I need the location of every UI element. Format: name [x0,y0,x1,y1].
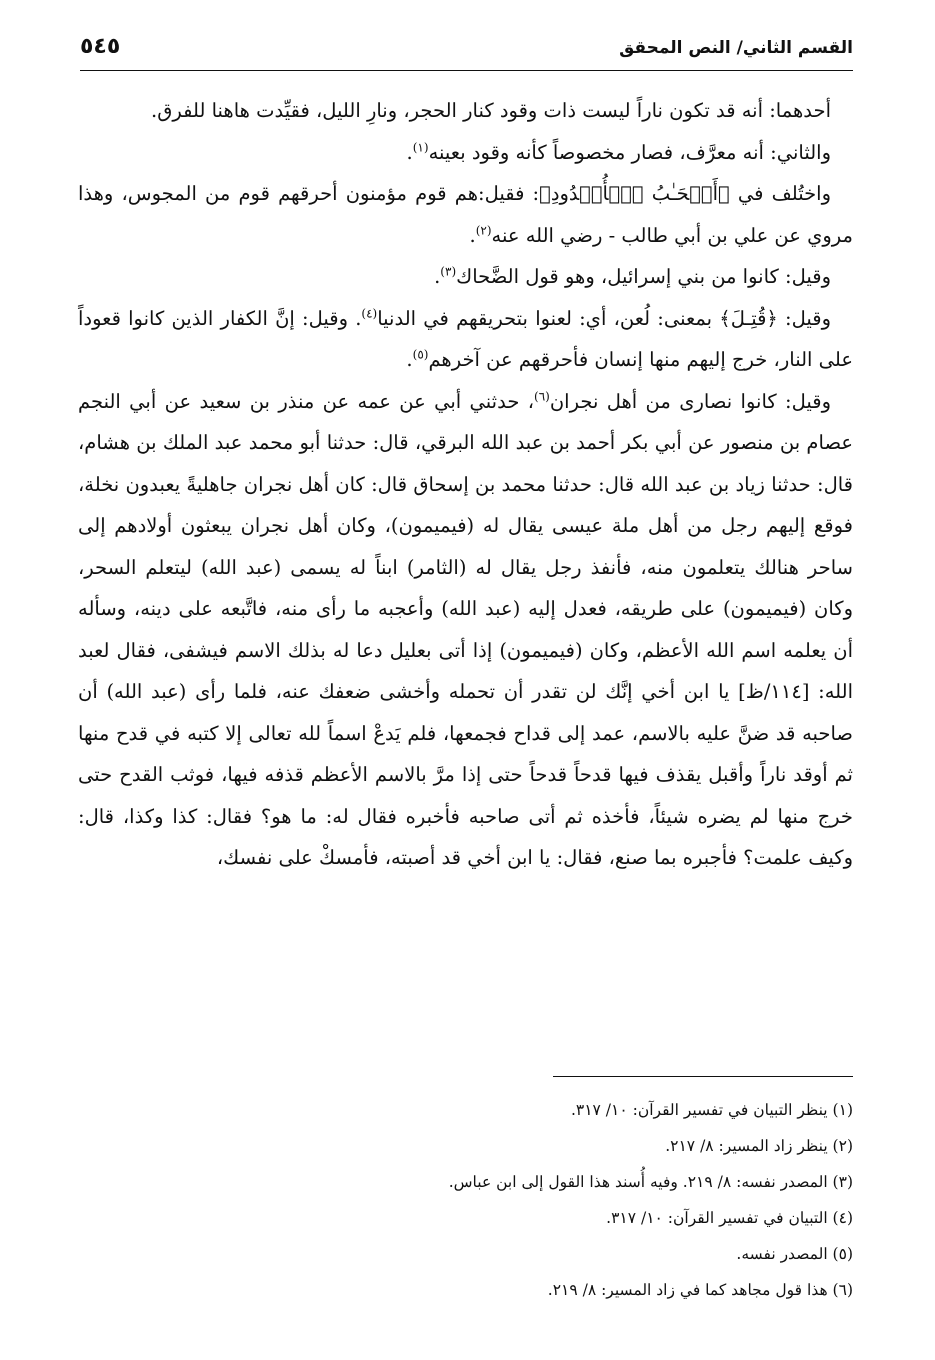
footnotes [78,1092,853,1308]
section-title: القسم الثاني/ النص المحقق [619,38,853,58]
main-text [78,90,853,879]
footnote-ref: (٤) [361,306,378,320]
paragraph: واختُلف في ﴿أَصۡحَـٰبُ ٱلۡأُخۡدُودِ﴾: فقيل:هم قوم مؤمنون أحرقهم قوم من المجوس، وهذا مروي عن علي بن أبي طالب - رضي الله عنه$^{(٢)}$. [78,182,853,247]
footnote-item: (٢) ينظر زاد المسير: ٨/ ٢١٧. [665,1137,853,1155]
paragraph: وقيل: ﴿قُتِـلَ﴾ بمعنى: لُعن، أي: لعنوا بتحريقهم في الدنيا$^{(٤)}$. وقيل: إنَّ الكفار الذين كانوا قعوداً على النار، خرج إليهم منها إنسان فأحرقهم عن آخرهم$^{(٥)}$. [78,306,853,371]
footnote-divider [553,1076,853,1077]
footnote-ref: (٦) [534,389,550,403]
footnote-item: (٦) هذا قول مجاهد كما في زاد المسير: ٨/ ٢١٩. [547,1281,853,1299]
footnote-ref: (٢) [475,223,492,237]
footnote-ref: (٣) [440,264,457,279]
paragraph: أحدهما: أنه قد تكون ناراً ليست ذات وقود كنار الحجر، ونارِ الليل، فقيِّدت هاهنا للفرق. [151,99,831,122]
footnote-item: (١) ينظر التبيان في تفسير القرآن: ١٠/ ٣١٧. [570,1101,853,1119]
paragraph: وقيل: كانوا من بني إسرائيل، وهو قول الضَّحاك$^{(٣)}$. [434,264,831,288]
footnote-ref: (١) [412,140,429,154]
page-number: ٥٤٥ [80,34,121,59]
running-header [80,34,853,71]
footnote-ref: (٥) [412,347,429,362]
footnote-item: (٥) المصدر نفسه. [736,1245,853,1263]
footnote-item: (٤) التبيان في تفسير القرآن: ١٠/ ٣١٧. [606,1209,853,1227]
paragraph: وقيل: كانوا نصارى من أهل نجران$^{(٦)}$، حدثني أبي عن عمه عن منذر بن سعيد عن أبي النجم عصام بن منصور عن أبي بكر أحمد بن عبد الله البرقي، قال: حدثنا أبو محمد عبد الملك بن هشام، قال: حدثنا زياد بن عبد الله قال: حدثنا محمد بن إسحاق قال: كان أهل نجران جاهليةً يعبدون نخلة، فوقع إليهم رجل من أهل ملة عيسى يقال له (فيميمون)، وكان أهل نجران يبعثون أولادهم إلى ساحر هنالك يتعلمون منه، فأنفذ رجل يقال له (الثامر) ابناً له يسمى (عبد الله) ليتعلم السحر، وكان (فيميمون) على طريقه، فعدل إليه (عبد الله) وأعجبه ما رأى منه، فاتَّبعه على دينه، وسأله أن يعلمه اسم الله الأعظم، وكان (فيميمون) إذا أتى بعليل دعا له بذلك الاسم فيشفى، فقال لعبد الله: [١١٤/ظ] يا ابن أخي إنَّك لن تقدر أن تحمله وأخشى ضعفك عنه، فلما رأى (عبد الله) أن صاحبه قد ضنَّ عليه بالاسم، عمد إلى قداح فجمعها، فلم يَدعْ اسماً لله تعالى إلا كتبه في قدح منها ثم أوقد ناراً وأقبل يقذف فيها قدحاً قدحاً حتى إذا مرَّ بالاسم الأعظم قذفه فيها، فوثب القدح حتى خرج منها لم يضره شيئاً، فأخذه ثم أتى صاحبه فأخبره فقال له: ما هو؟ فقال: كذا وكذا، قال: وكيف علمت؟ فأجبره بما صنع، فقال: يا ابن أخي قد أصبته، فأمسكْ على نفسك، [78,389,853,869]
paragraph: والثاني: أنه معرَّف، فصار مخصوصاً كأنه وقود بعينه$^{(١)}$. [406,140,831,164]
footnote-item: (٣) المصدر نفسه: ٨/ ٢١٩. وفيه أُسند هذا القول إلى ابن عباس. [448,1173,853,1191]
